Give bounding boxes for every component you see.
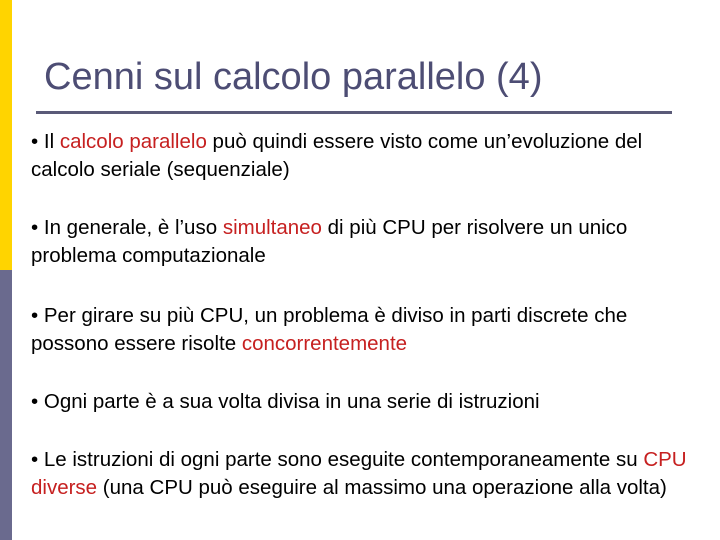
bullet-item — [31, 128, 707, 184]
bullet-item — [31, 388, 707, 416]
bullet-text-after: può quindi essere visto come un’evoluzione del calcolo seriale (sequenziale) — [31, 130, 643, 181]
accent-stripe-yellow — [0, 0, 12, 270]
bullet-marker: • — [31, 130, 39, 153]
title-underline — [36, 111, 672, 114]
bullet-text-before: Ogni parte è a sua volta divisa in una serie di istruzioni — [38, 390, 540, 413]
highlighted-term: simultaneo — [222, 216, 322, 239]
highlighted-term: concorrentemente — [241, 332, 408, 355]
bullet-marker: • — [31, 216, 39, 239]
bullet-item — [31, 302, 707, 358]
bullet-text-before: In generale, è l’uso — [38, 216, 223, 239]
bullet-text-before: Per girare su più CPU, un problema è diviso in parti discrete che possono essere risolte — [31, 304, 628, 355]
bullet-marker: • — [31, 304, 39, 327]
bullet-text-after: (una CPU può eseguire al massimo una operazione alla volta) — [97, 476, 667, 499]
bullet-text-before: Le istruzioni di ogni parte sono eseguite contemporaneamente su — [38, 448, 644, 471]
bullet-item — [31, 214, 707, 270]
slide-title: Cenni sul calcolo parallelo (4) — [44, 56, 543, 98]
accent-stripe-gray — [0, 270, 12, 540]
highlighted-term: CPU diverse — [31, 448, 687, 499]
highlighted-term: calcolo parallelo — [59, 130, 207, 153]
bullet-item — [31, 446, 707, 502]
bullet-marker: • — [31, 448, 39, 471]
bullet-marker: • — [31, 390, 39, 413]
bullet-text-after: di più CPU per risolvere un unico problema computazionale — [31, 216, 628, 267]
bullet-text-before: Il — [38, 130, 60, 153]
